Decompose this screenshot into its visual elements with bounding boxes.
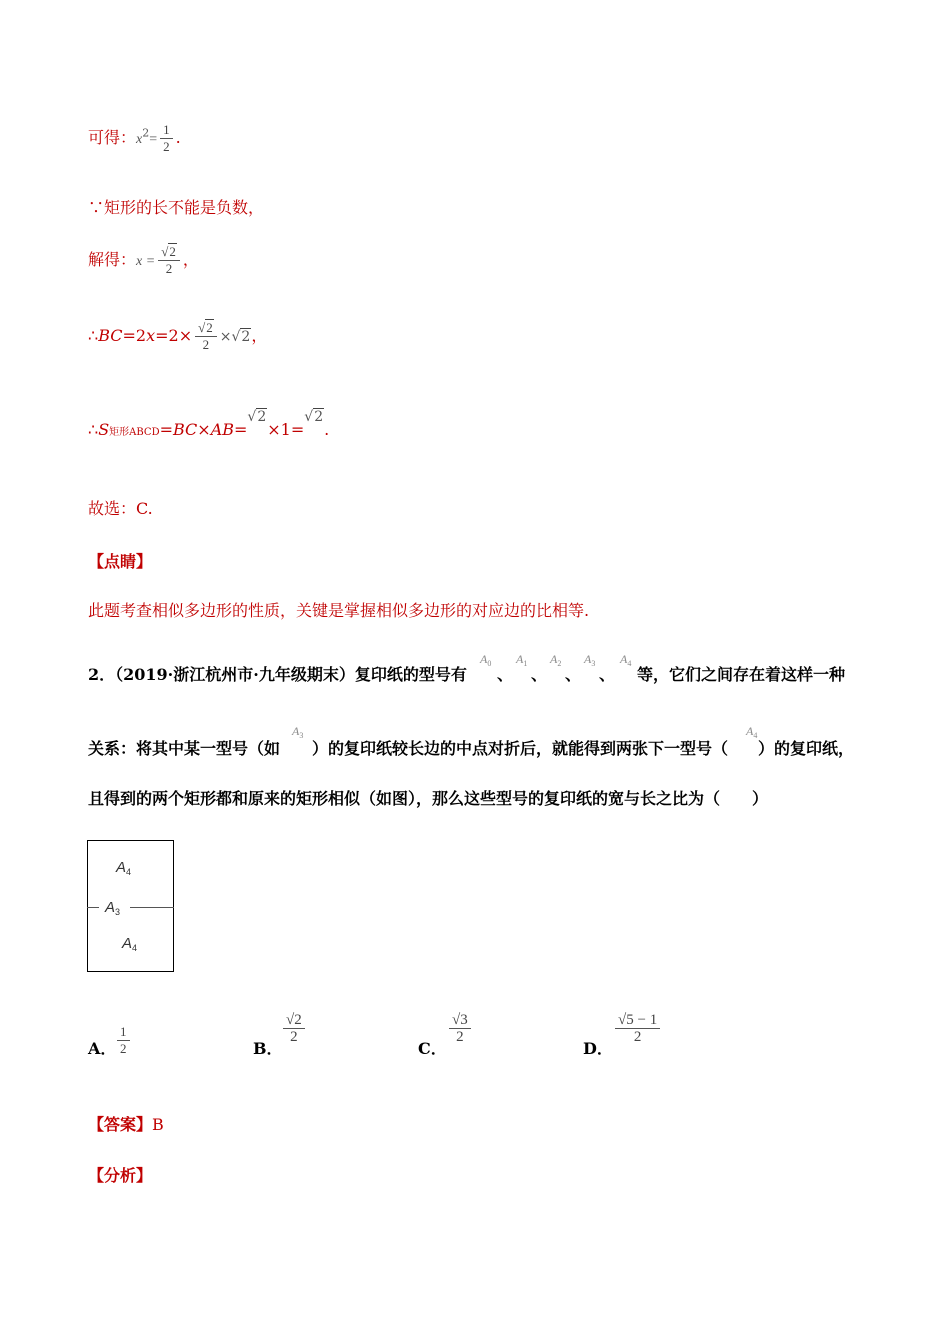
option-d[interactable]: D． xyxy=(583,1039,613,1058)
answer-label: 【答案】 xyxy=(88,1115,153,1134)
answer-value: B xyxy=(152,1115,164,1134)
figure-label-bottom-a4: $A_4$ xyxy=(122,935,138,953)
fold-line-right xyxy=(130,907,174,908)
dianjing-text: 此题考查相似多边形的性质，关键是掌握相似多边形的对应边的比相等. xyxy=(88,601,590,620)
solution-line-6: 故选：C. xyxy=(88,499,153,518)
question-line-3: 且得到的两个矩形都和原来的矩形相似（如图），那么这些型号的复印纸的宽与长之比为（ ） xyxy=(88,789,769,808)
figure-label-mid-a3: $A_3$ xyxy=(105,899,121,917)
size-a3: $A_3$ xyxy=(584,652,596,668)
fold-line-left xyxy=(87,907,99,908)
option-b[interactable]: B． xyxy=(253,1039,283,1058)
answer-line xyxy=(88,1112,164,1135)
fraction-sqrt2-over-2: $\frac{√2}{2}$ xyxy=(158,244,180,277)
solution-line-1: 可得：$x^2=$ $\frac{1}{2}$ . xyxy=(88,122,181,154)
analysis-label: 【分析】 xyxy=(88,1166,153,1185)
dianjing-label: 【点睛】 xyxy=(88,552,153,571)
option-c-value: $\frac{√3}{2}$ xyxy=(449,1012,471,1045)
solution-line-5: ∴S矩形ABCD=BC×AB=√2×1=√2. xyxy=(88,409,330,439)
paper-fold-figure xyxy=(87,840,174,972)
option-a-value: $\frac{1}{2}$ xyxy=(117,1024,130,1057)
size-a1: $A_1$ xyxy=(516,652,528,668)
option-a[interactable]: A． xyxy=(88,1039,117,1058)
solution-line-3: 解得：x = $\frac{√2}{2}$ ， xyxy=(88,244,199,276)
option-d-value: $\frac{√5 - 1}{2}$ xyxy=(615,1012,660,1045)
figure-label-top-a4: $A_4$ xyxy=(116,859,132,877)
size-a2: $A_2$ xyxy=(550,652,562,668)
option-b-value: $\frac{√2}{2}$ xyxy=(283,1012,305,1045)
question-line-1: 2．（2019·浙江杭州市·九年级期末）复印纸的型号有 xyxy=(88,665,467,684)
variable-x: x xyxy=(136,132,143,147)
solution-line-2: ∵矩形的长不能是负数， xyxy=(88,198,265,217)
exponent: 2 xyxy=(142,126,150,140)
size-a4-inline: $A_4$ xyxy=(746,724,758,740)
size-a3-inline: $A_3$ xyxy=(292,724,304,740)
size-a0: $A_0$ xyxy=(480,652,492,668)
size-a4: $A_4$ xyxy=(620,652,632,668)
solution-line-4: ∴BC=2x=2× $\frac{√2}{2}$ ×√2， xyxy=(88,320,268,352)
option-c[interactable]: C． xyxy=(418,1039,447,1058)
fraction-sqrt2-over-2: $\frac{√2}{2}$ xyxy=(195,320,217,353)
fraction-half: $\frac{1}{2}$ xyxy=(160,122,173,155)
question-line-2: 关系：将其中某一型号（如 ）的复印纸较长边的中点对折后，就能得到两张下一型号（ ）的复印纸， xyxy=(88,739,855,758)
